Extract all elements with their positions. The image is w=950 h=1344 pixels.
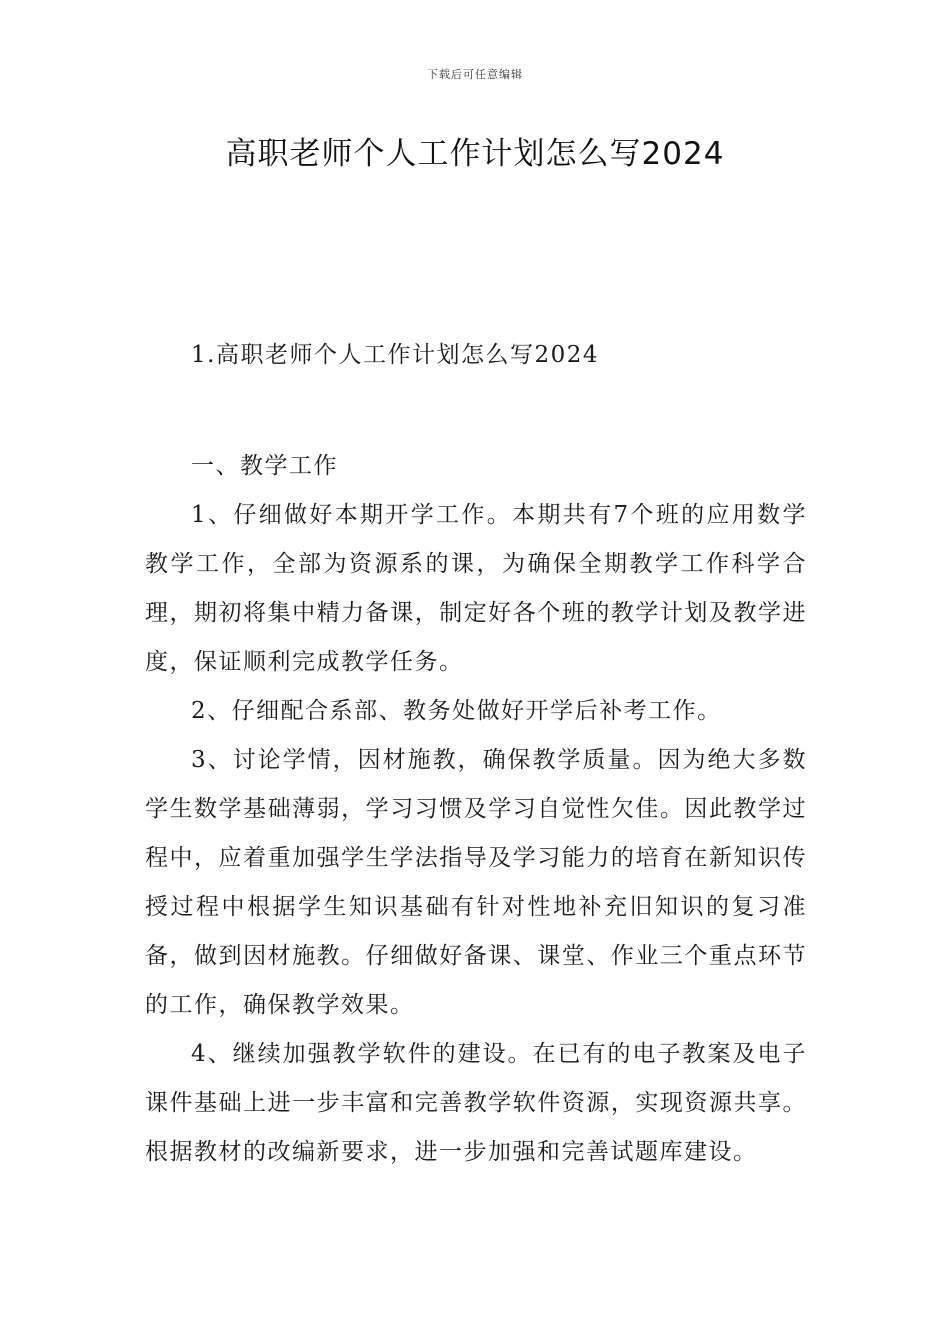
document-title: 高职老师个人工作计划怎么写2024 xyxy=(225,136,725,172)
paragraph: 1、仔细做好本期开学工作。本期共有7个班的应用数学教学工作，全部为资源系的课，为确保全期教学工作科学合理，期初将集中精力备课，制定好各个班的教学计划及教学进度，保证顺利完成教学任务。 xyxy=(145,502,807,675)
subheading: 1.高职老师个人工作计划怎么写2024 xyxy=(191,342,599,368)
document-body xyxy=(145,331,807,1177)
paragraph: 3、讨论学情，因材施教，确保教学质量。因为绝大多数学生数学基础薄弱，学习习惯及学习自觉性欠佳。因此教学过程中，应着重加强学生学法指导及学习能力的培育在新知识传授过程中根据学生知识基础有针对性地补充旧知识的复习准备，做到因材施教。仔细做好备课、课堂、作业三个重点环节的工作，确保教学效果。 xyxy=(145,747,807,1018)
paragraph: 4、继续加强教学软件的建设。在已有的电子教案及电子课件基础上进一步丰富和完善教学软件资源，实现资源共享。根据教材的改编新要求，进一步加强和完善试题库建设。 xyxy=(145,1041,807,1165)
section-title: 一、教学工作 xyxy=(191,453,338,479)
header-note: 下载后可任意编辑 xyxy=(427,68,523,81)
paragraph: 2、仔细配合系部、教务处做好开学后补考工作。 xyxy=(191,698,722,724)
